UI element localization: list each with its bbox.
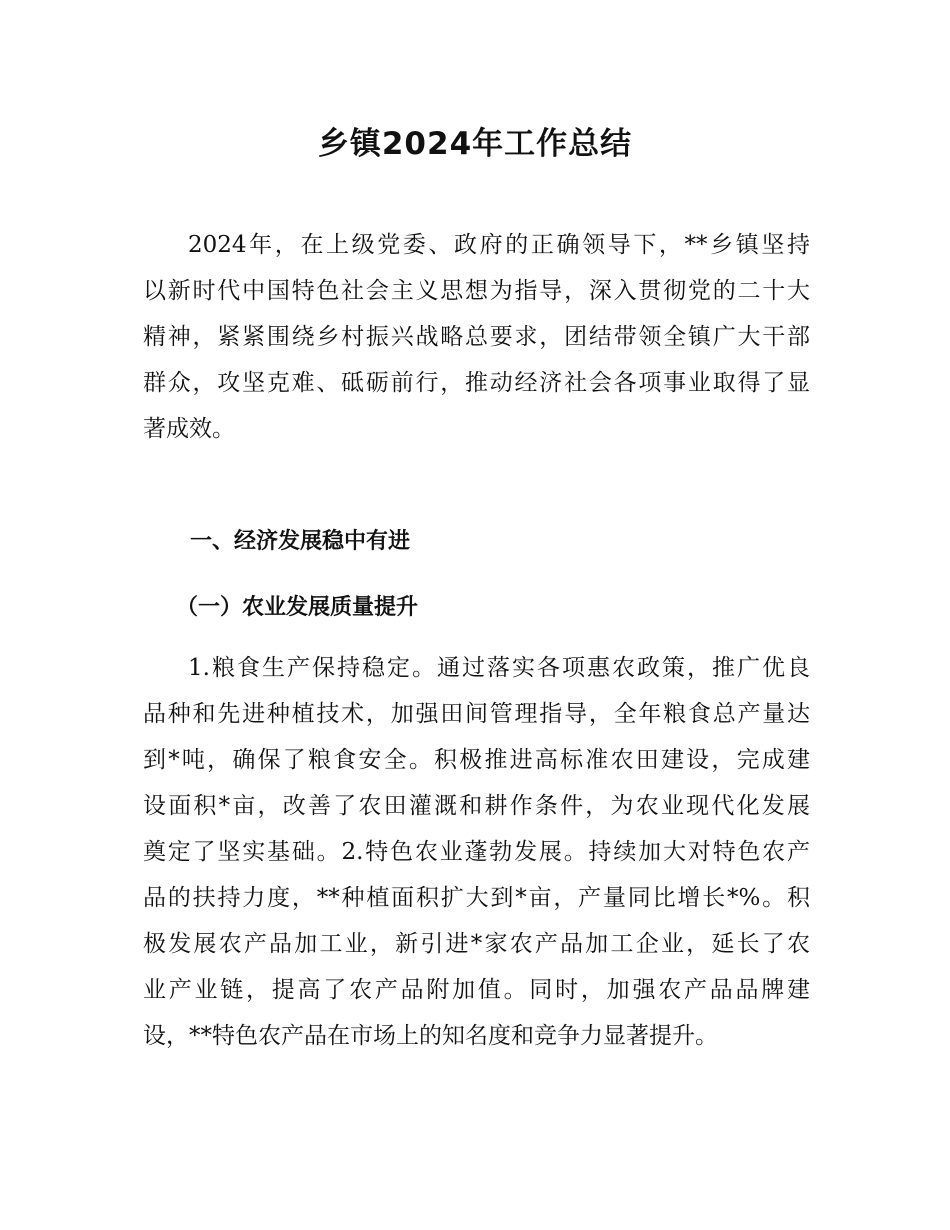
- text-line: 著成效。: [143, 416, 235, 442]
- text-line: 品的扶持力度，**种植面积扩大到*亩，产量同比增长*%。积: [143, 885, 810, 911]
- subsection-heading: （一）农业发展质量提升: [176, 595, 419, 620]
- text-line: 以新时代中国特色社会主义思想为指导，深入贯彻党的二十大: [143, 278, 810, 304]
- text-line: 1.粮食生产保持稳定。通过落实各项惠农政策，推广优良: [188, 655, 810, 681]
- section-heading: 一、经济发展稳中有进: [190, 529, 411, 554]
- body-paragraph: [143, 645, 810, 1059]
- text-line: 设面积*亩，改善了农田灌溉和耕作条件，为农业现代化发展: [143, 793, 810, 819]
- text-line: 精神，紧紧围绕乡村振兴战略总要求，团结带领全镇广大干部: [143, 324, 810, 350]
- text-line: 极发展农产品加工业，新引进*家农产品加工企业，延长了农: [143, 931, 810, 957]
- document-title: 乡镇2024年工作总结: [317, 126, 633, 162]
- text-line: 群众，攻坚克难、砥砺前行，推动经济社会各项事业取得了显: [143, 370, 810, 396]
- intro-paragraph: [143, 222, 810, 452]
- text-line: 奠定了坚实基础。2.特色农业蓬勃发展。持续加大对特色农产: [143, 839, 810, 865]
- text-line: 品种和先进种植技术，加强田间管理指导，全年粮食总产量达: [143, 701, 810, 727]
- text-line: 到*吨，确保了粮食安全。积极推进高标准农田建设，完成建: [143, 747, 810, 773]
- text-line: 2024年，在上级党委、政府的正确领导下，**乡镇坚持: [188, 232, 810, 258]
- text-line: 设，**特色农产品在市场上的知名度和竞争力显著提升。: [143, 1023, 718, 1049]
- text-line: 业产业链，提高了农产品附加值。同时，加强农产品品牌建: [143, 977, 810, 1003]
